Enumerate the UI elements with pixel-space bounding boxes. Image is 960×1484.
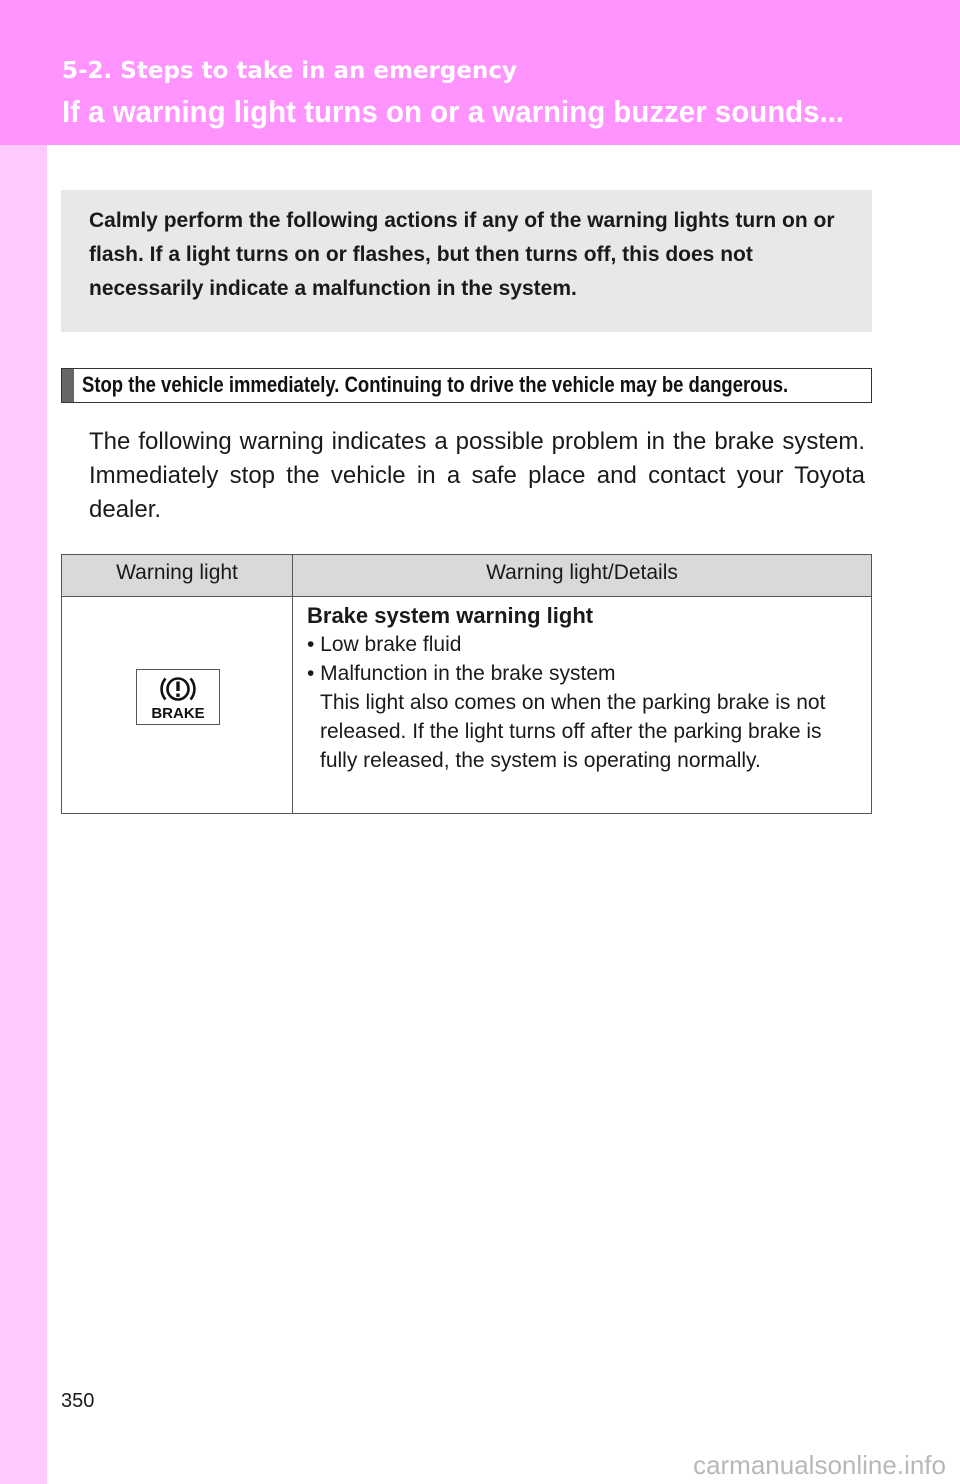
icon-cell (62, 597, 293, 814)
detail-title: Brake system warning light (307, 603, 594, 628)
table-header-warning-light: Warning light (62, 555, 293, 597)
detail-note: This light also comes on when the parking brake is not released. If the light turns off after the parking brake is fully released, the system is operating normally. (320, 691, 826, 772)
page-number: 350 (61, 1390, 95, 1412)
intro-text: Calmly perform the following actions if any of the warning lights turn on or flash. If a light turns on or flashes, but then turns off, this does not necessarily indicate a malfunction in the system. (89, 209, 835, 300)
brake-warning-icon (136, 669, 220, 725)
brake-warning-icon-graphic (137, 670, 219, 724)
detail-item-malfunction: • Malfunction in the brake system (307, 662, 616, 685)
detail-item-low-fluid: • Low brake fluid (307, 633, 462, 656)
table-header-row (62, 555, 872, 597)
body-paragraph: The following warning indicates a possible problem in the brake system. Immediately stop the vehicle in a safe place and contact your Toyota dealer. (89, 428, 865, 523)
table-row (62, 597, 872, 814)
table-header-details: Warning light/Details (293, 555, 872, 597)
caution-bar (61, 368, 872, 403)
caution-marker (62, 369, 74, 402)
warning-table (61, 554, 872, 814)
caution-text: Stop the vehicle immediately. Continuing to drive the vehicle may be dangerous. (82, 372, 789, 397)
header-band (0, 0, 960, 145)
details-cell (293, 597, 872, 814)
brake-icon-label: BRAKE (151, 705, 205, 722)
side-strip (0, 0, 47, 1484)
section-label: 5-2. Steps to take in an emergency (62, 58, 517, 84)
page-title: If a warning light turns on or a warning buzzer sounds... (62, 94, 845, 129)
intro-box (61, 190, 872, 332)
watermark: carmanualsonline.info (693, 1450, 946, 1480)
